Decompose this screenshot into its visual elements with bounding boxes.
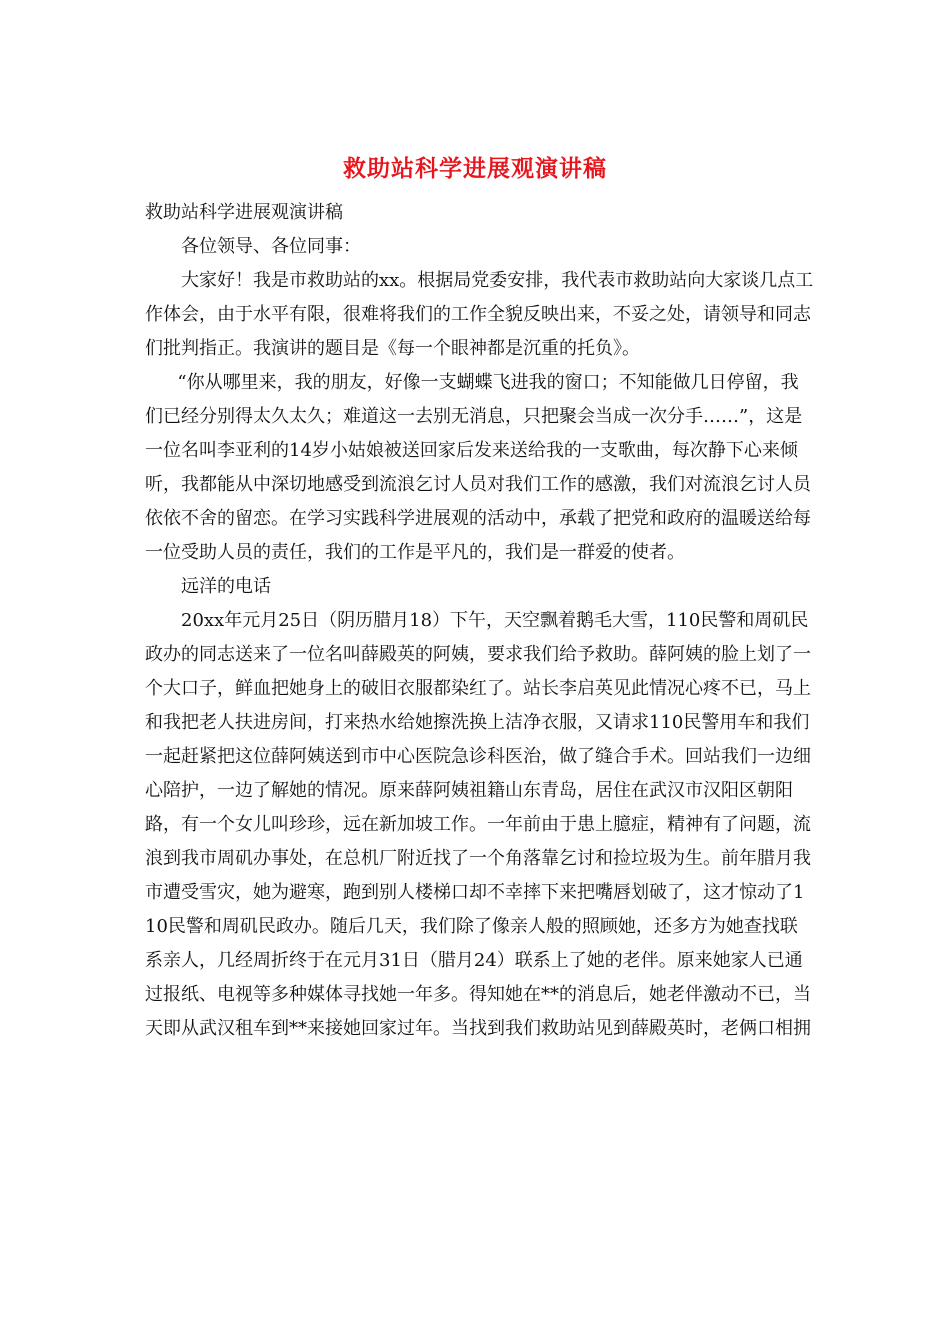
document-title: 救助站科学进展观演讲稿: [343, 155, 607, 182]
document-body: [145, 196, 815, 1046]
greeting: 各位领导、各位同事：: [181, 236, 361, 257]
paragraph-song-quote: “你从哪里来，我的朋友，好像一支蝴蝶飞进我的窗口；不知能做几日停留，我们已经分别得太久太久；难道这一去别无消息，只把聚会当成一次分手……”，这是一位名叫李亚利的14岁小姑娘被送回家后发来送给我的一支歌曲，每次静下心来倾听，我都能从中深切地感受到流浪乞讨人员对我们工作的感激，我们对流浪乞讨人员依依不舍的留恋。在学习实践科学进展观的活动中，承载了把党和政府的温暖送给每一位受助人员的责任，我们的工作是平凡的，我们是一群爱的使者。: [145, 372, 811, 563]
document-subtitle: 救助站科学进展观演讲稿: [145, 202, 343, 223]
paragraph-intro: 大家好！我是市救助站的xx。根据局党委安排，我代表市救助站向大家谈几点工作体会，由于水平有限，很难将我们的工作全貌反映出来，不妥之处，请领导和同志们批判指正。我演讲的题目是《每一个眼神都是沉重的托负》。: [145, 270, 814, 359]
section-heading: 远洋的电话: [181, 576, 271, 597]
paragraph-story: 20xx年元月25日（阴历腊月18）下午，天空飘着鹅毛大雪，110民警和周矶民政办的同志送来了一位名叫薛殿英的阿姨，要求我们给予救助。薛阿姨的脸上划了一个大口子，鲜血把她身上的破旧衣服都染红了。站长李启英见此情况心疼不已，马上和我把老人扶进房间，打来热水给她擦洗换上洁净衣服，又请求110民警用车和我们一起赶紧把这位薛阿姨送到市中心医院急诊科医治，做了缝合手术。回站我们一边细心陪护，一边了解她的情况。原来薛阿姨祖籍山东青岛，居住在武汉市汉阳区朝阳路，有一个女儿叫珍珍，远在新加坡工作。一年前由于患上臆症，精神有了问题，流浪到我市周矶办事处，在总机厂附近找了一个角落靠乞讨和捡垃圾为生。前年腊月我市遭受雪灾，她为避寒，跑到别人楼梯口却不幸摔下来把嘴唇划破了，这才惊动了110民警和周矶民政办。随后几天，我们除了像亲人般的照顾她，还多方为她查找联系亲人，几经周折终于在元月31日（腊月24）联系上了她的老伴。原来她家人已通过报纸、电视等多种媒体寻找她一年多。得知她在**的消息后，她老伴激动不已，当天即从武汉租车到**来接她回家过年。当找到我们救助站见到薛殿英时，老俩口相拥: [145, 610, 811, 1039]
